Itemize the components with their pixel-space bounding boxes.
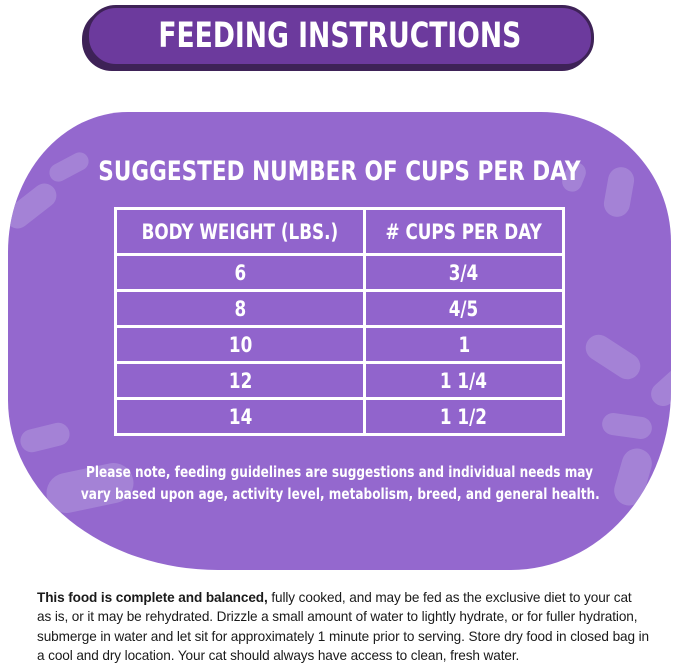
body-weight-value: 10 bbox=[228, 332, 253, 357]
body-weight-cell bbox=[116, 363, 365, 399]
note-line-2: vary based upon age, activity level, metabolism, breed, and general health. bbox=[80, 485, 600, 503]
body-weight-cell bbox=[116, 327, 365, 363]
squiggle-decoration bbox=[646, 361, 671, 411]
squiggle-decoration bbox=[8, 179, 61, 234]
body-weight-value: 14 bbox=[228, 404, 253, 429]
cups-value: 1 1/4 bbox=[440, 368, 488, 393]
body-weight-value: 6 bbox=[234, 260, 247, 285]
statement-bold-lead: This food is complete and balanced, bbox=[37, 590, 268, 605]
cups-cell bbox=[365, 327, 563, 363]
cups-value: 4/5 bbox=[449, 296, 479, 321]
col-header-body-weight bbox=[116, 209, 365, 255]
panel-heading-text: SUGGESTED NUMBER OF CUPS PER DAY bbox=[98, 156, 581, 187]
feeding-table bbox=[114, 207, 564, 436]
cups-value: 1 1/2 bbox=[440, 404, 488, 429]
note-line-1: Please note, feeding guidelines are suggestions and individual needs may bbox=[86, 463, 593, 481]
body-weight-cell bbox=[116, 399, 365, 435]
body-weight-value: 8 bbox=[234, 296, 247, 321]
col-header-cups-per-day-label: # CUPS PER DAY bbox=[385, 219, 542, 244]
table-row bbox=[116, 327, 563, 363]
col-header-cups-per-day bbox=[365, 209, 563, 255]
cups-cell bbox=[365, 399, 563, 435]
feeding-guidelines-note bbox=[8, 461, 671, 505]
table-row bbox=[116, 399, 563, 435]
panel-heading bbox=[8, 156, 671, 187]
table-header-row bbox=[116, 209, 563, 255]
feeding-guide-panel bbox=[8, 112, 671, 570]
cups-cell bbox=[365, 291, 563, 327]
squiggle-decoration bbox=[18, 420, 72, 454]
statement-body: fully cooked, and may be fed as the exclusive diet to your cat as is, or it may be rehydrated. Drizzle a small amount of water to lightly hydrate, or for fuller hydration, submerge in water and let sit for approximately 1 minute prior to serving. Store dry food in closed bag in a cool and dry location. Your cat should always have access to clean, fresh water. bbox=[37, 590, 650, 663]
table-row bbox=[116, 255, 563, 291]
cups-value: 1 bbox=[458, 332, 470, 357]
cups-cell bbox=[365, 363, 563, 399]
body-weight-cell bbox=[116, 291, 365, 327]
col-header-body-weight-label: BODY WEIGHT (LBS.) bbox=[142, 219, 339, 244]
cups-value: 3/4 bbox=[449, 260, 479, 285]
cups-cell bbox=[365, 255, 563, 291]
complete-and-balanced-statement bbox=[37, 588, 649, 665]
squiggle-decoration bbox=[601, 412, 654, 441]
table-row bbox=[116, 363, 563, 399]
body-weight-value: 12 bbox=[228, 368, 253, 393]
banner-title: FEEDING INSTRUCTIONS bbox=[158, 16, 521, 56]
squiggle-decoration bbox=[581, 330, 645, 384]
feeding-instructions-banner bbox=[86, 5, 594, 67]
table-row bbox=[116, 291, 563, 327]
body-weight-cell bbox=[116, 255, 365, 291]
